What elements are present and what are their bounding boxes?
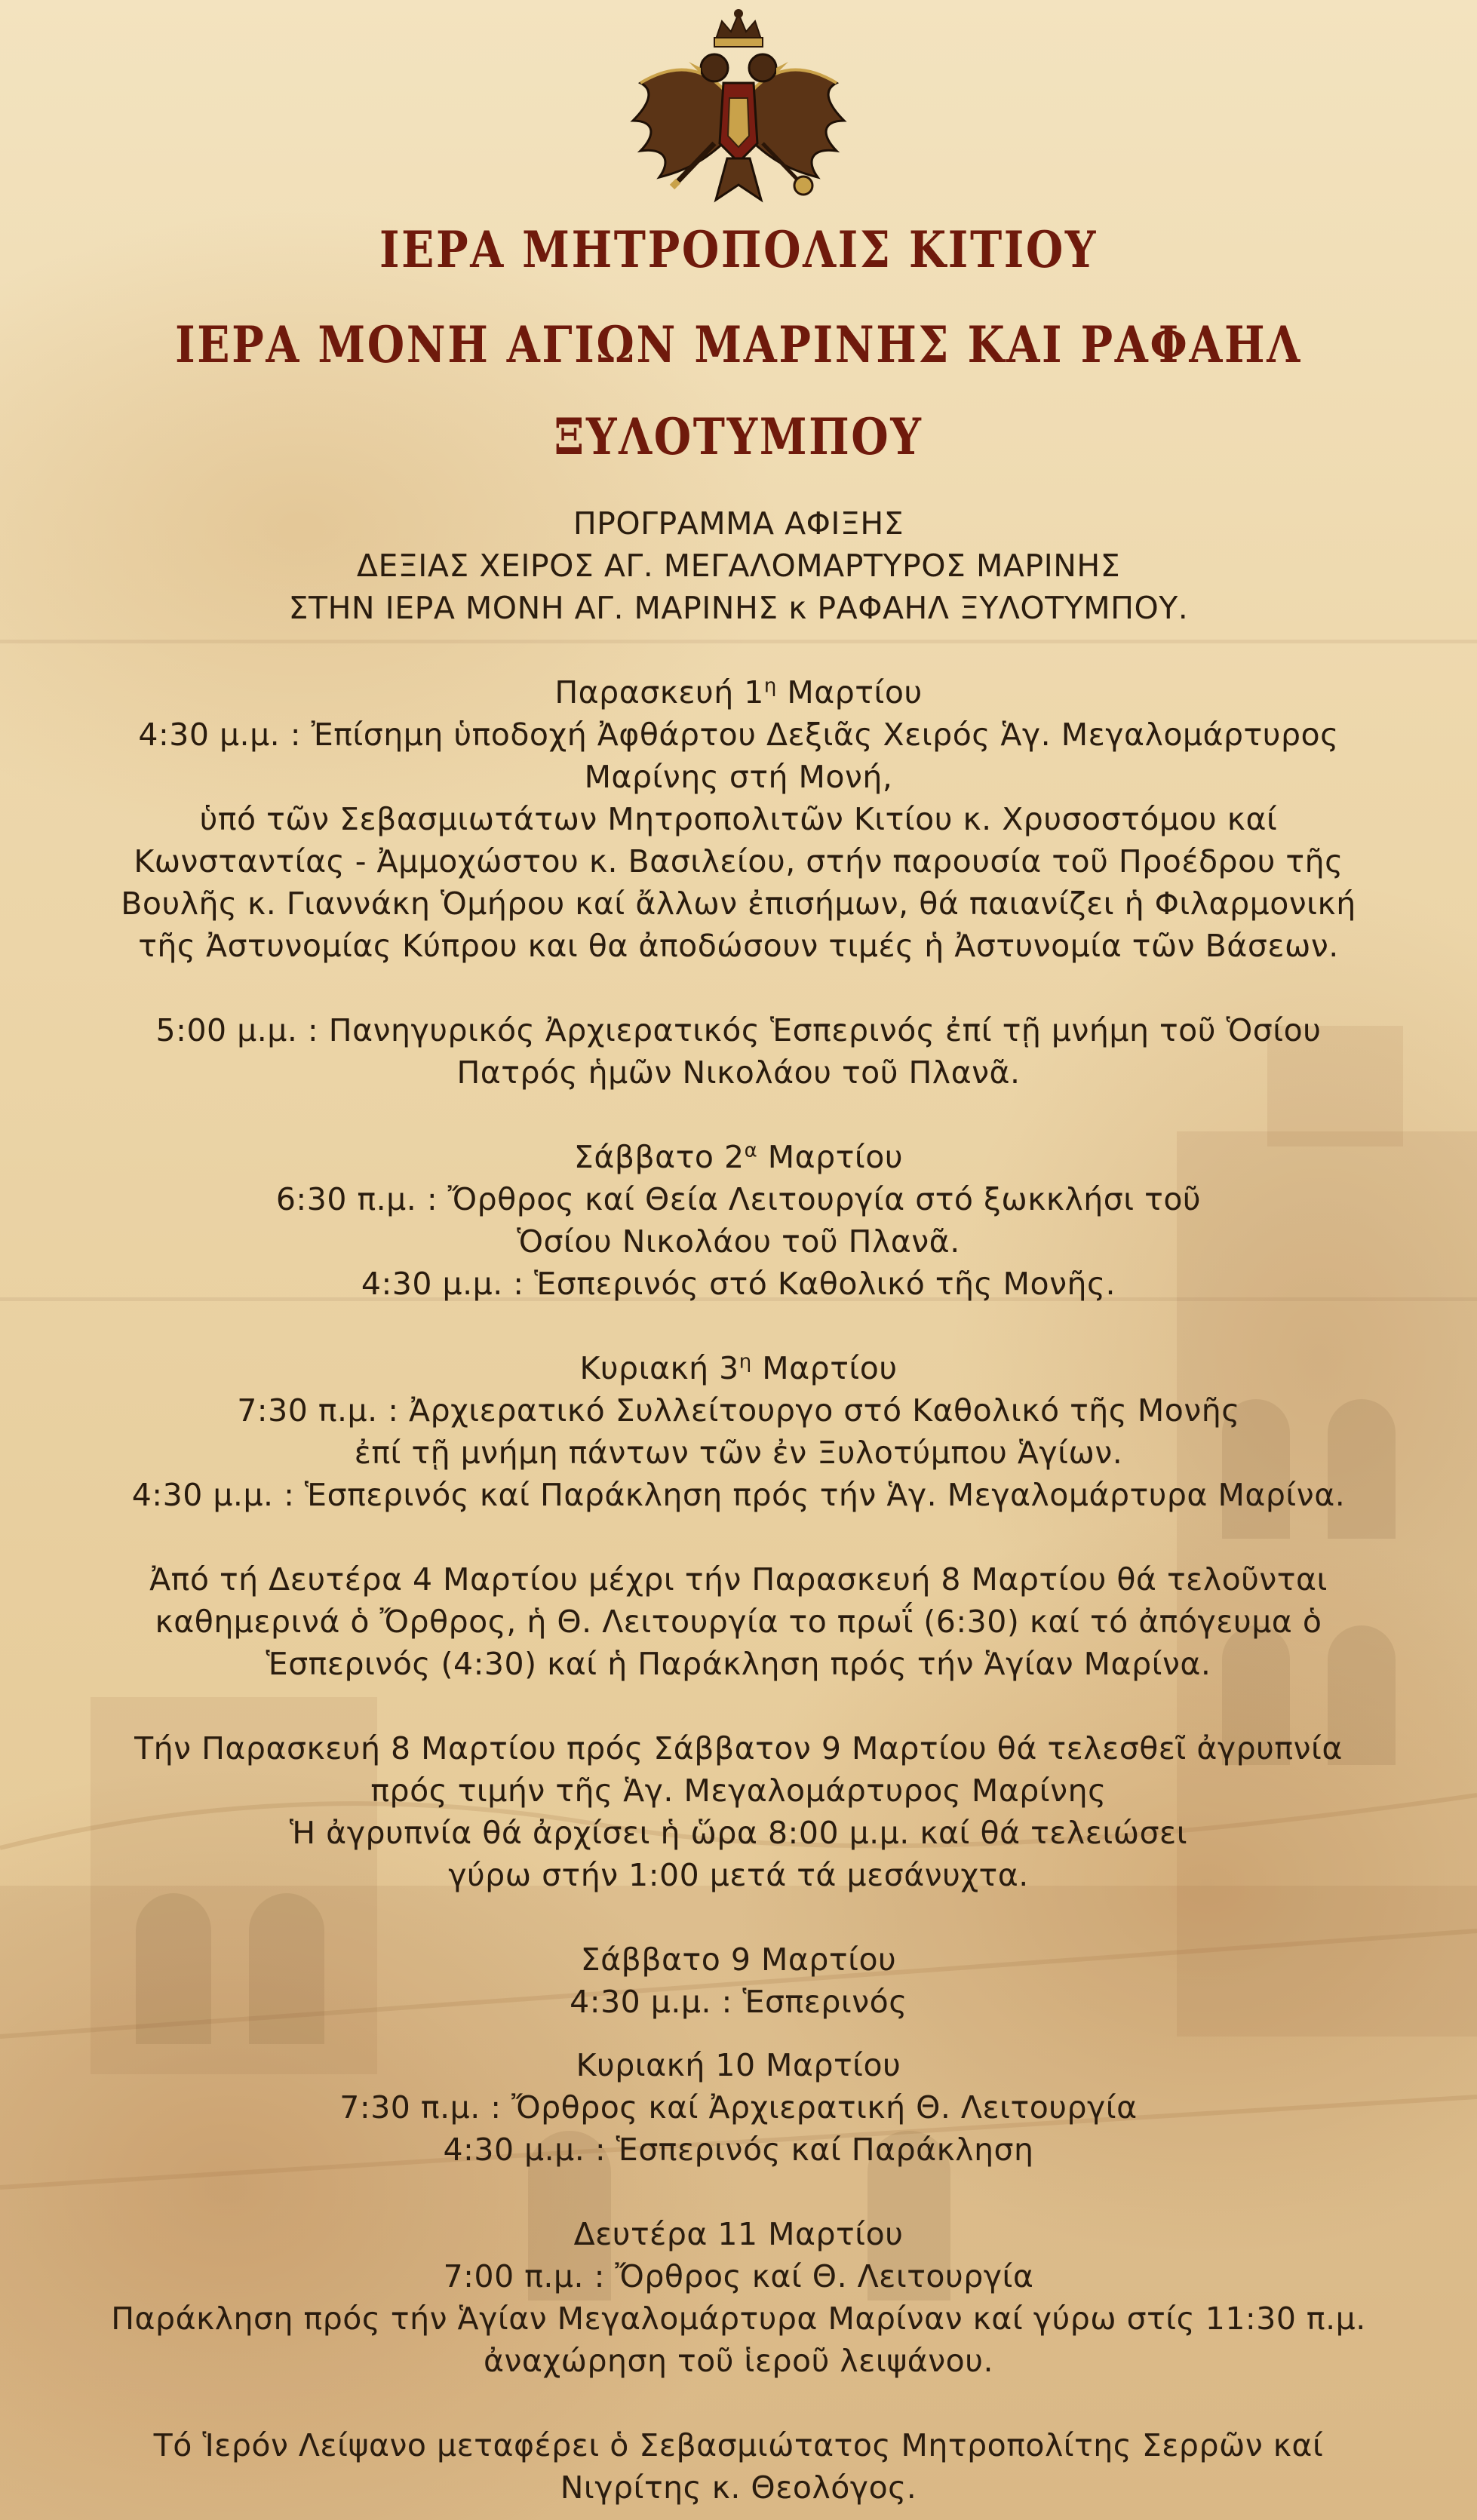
schedule-line: Παράκληση πρός τήν Ἁγίαν Μεγαλομάρτυρα Μαρίναν καί γύρω στίς 11:30 π.μ.	[111, 2301, 1366, 2337]
closing-notice: Νιγρίτης κ. Θεολόγος.	[560, 2469, 917, 2506]
metropolis-title: ΙΕΡΑ ΜΗΤΡΟΠΟΛΙΣ ΚΙΤΙΟΥ	[379, 220, 1098, 279]
schedule-line: τῆς Ἀστυνομίας Κύπρου και θα ἀποδώσουν τιμές ἡ Ἀστυνομία τῶν Βάσεων.	[138, 928, 1339, 964]
programme-subheading: ΣΤΗΝ ΙΕΡΑ ΜΟΝΗ ΑΓ. ΜΑΡΙΝΗΣ κ ΡΑΦΑΗΛ ΞΥΛΟΤΥΜΠΟΥ.	[288, 590, 1189, 626]
closing-notice: Τό Ἱερόν Λείψανο μεταφέρει ὁ Σεβασμιώτατος Μητροπολίτης Σερρῶν καί	[153, 2427, 1324, 2463]
schedule-line: ὑπό τῶν Σεβασμιωτάτων Μητροπολιτῶν Κιτίου κ. Χρυσοστόμου καί	[199, 801, 1278, 837]
schedule-line: ἀναχώρηση τοῦ ἱεροῦ λειψάνου.	[483, 2343, 994, 2379]
schedule-line: 4:30 μ.μ. : Ἑσπερινός	[570, 1984, 907, 2020]
programme-subheading: ΔΕΞΙΑΣ ΧΕΙΡΟΣ ΑΓ. ΜΕΓΑΛΟΜΑΡΤΥΡΟΣ ΜΑΡΙΝΗΣ	[356, 548, 1121, 584]
vigil-notice: γύρω στήν 1:00 μετά τά μεσάνυχτα.	[448, 1857, 1029, 1893]
programme-heading: ΠΡΟΓΡΑΜΜΑ ΑΦΙΞΗΣ	[573, 505, 904, 542]
schedule-line: 5:00 μ.μ. : Πανηγυρικός Ἀρχιερατικός Ἑσπερινός ἐπί τῇ μνήμη τοῦ Ὁσίου	[155, 1012, 1322, 1048]
schedule-line: 4:30 μ.μ. : Ἑσπερινός στό Καθολικό τῆς Μονῆς.	[361, 1266, 1116, 1302]
schedule-line: 7:00 π.μ. : Ὄρθρος καί Θ. Λειτουργία	[443, 2258, 1034, 2294]
village-title: ΞΥΛΟΤΥΜΠΟΥ	[554, 407, 923, 466]
vigil-notice: πρός τιμήν τῆς Ἁγ. Μεγαλομάρτυρος Μαρίνης	[370, 1773, 1107, 1809]
weekdays-notice: Ἑσπερινός (4:30) καί ἡ Παράκληση πρός τήν Ἁγίαν Μαρίνα.	[266, 1646, 1211, 1682]
weekdays-notice: Ἀπό τή Δευτέρα 4 Μαρτίου μέχρι τήν Παρασκευή 8 Μαρτίου θά τελοῦνται	[149, 1561, 1328, 1598]
vigil-notice: Ἡ ἀγρυπνία θά ἀρχίσει ἡ ὥρα 8:00 μ.μ. καί θά τελειώσει	[289, 1815, 1188, 1851]
day-heading-saturday: Σάββατο $2^\alpha$ Μαρτίου	[573, 1139, 904, 1175]
schedule-line: 4:30 μ.μ. : Ἑσπερινός καί Παράκληση πρός τήν Ἁγ. Μεγαλομάρτυρα Μαρίνα.	[131, 1477, 1346, 1513]
programme-content	[0, 502, 1477, 2509]
day-heading-friday: Παρασκευή $1^\eta$ Μαρτίου	[554, 674, 923, 711]
weekdays-notice: καθημερινά ὁ Ὄρθρος, ἡ Θ. Λειτουργία το πρωΐ (6:30) καί τό ἀπόγευμα ὁ	[155, 1604, 1322, 1640]
schedule-line: 4:30 μ.μ. : Ἑσπερινός καί Παράκληση	[443, 2132, 1034, 2168]
schedule-line: ἐπί τῇ μνήμη πάντων τῶν ἐν Ξυλοτύμπου Ἁγίων.	[354, 1435, 1123, 1471]
day-heading-sunday-10: Κυριακή 10 Μαρτίου	[576, 2047, 901, 2083]
day-heading-saturday-9: Σάββατο 9 Μαρτίου	[580, 1941, 897, 1978]
day-heading-sunday: Κυριακή $3^\eta$ Μαρτίου	[579, 1350, 898, 1386]
schedule-line: 4:30 μ.μ. : Ἐπίσημη ὑποδοχή Ἀφθάρτου Δεξιᾶς Χειρός Ἁγ. Μεγαλομάρτυρος	[138, 717, 1339, 753]
vigil-notice: Τήν Παρασκευή 8 Μαρτίου πρός Σάββατον 9 Μαρτίου θά τελεσθεῖ ἀγρυπνία	[134, 1730, 1343, 1766]
schedule-line: Μαρίνης στή Μονή,	[584, 759, 893, 795]
schedule-line: 7:30 π.μ. : Ὄρθρος καί Ἀρχιερατική Θ. Λειτουργία	[339, 2089, 1138, 2126]
double-headed-eagle-icon	[625, 8, 852, 226]
schedule-line: Κωνσταντίας - Ἀμμοχώστου κ. Βασιλείου, στήν παρουσία τοῦ Προέδρου τῆς	[134, 843, 1343, 879]
schedule-line: 7:30 π.μ. : Ἀρχιερατικό Συλλείτουργο στό Καθολικό τῆς Μονῆς	[237, 1392, 1240, 1429]
schedule-line: Βουλῆς κ. Γιαννάκη Ὁμήρου καί ἄλλων ἐπισήμων, θά παιανίζει ἡ Φιλαρμονική	[121, 886, 1356, 922]
schedule-line: 6:30 π.μ. : Ὄρθρος καί Θεία Λειτουργία στό ξωκκλήσι τοῦ	[275, 1181, 1202, 1217]
monastery-title: ΙΕΡΑ ΜΟΝΗ ΑΓΙΩΝ ΜΑΡΙΝΗΣ ΚΑΙ ΡΑΦΑΗΛ	[175, 315, 1302, 374]
schedule-line: Πατρός ἡμῶν Νικολάου τοῦ Πλανᾶ.	[456, 1054, 1021, 1091]
schedule-line: Ὁσίου Νικολάου τοῦ Πλανᾶ.	[517, 1223, 960, 1260]
day-heading-monday-11: Δευτέρα 11 Μαρτίου	[573, 2216, 904, 2252]
